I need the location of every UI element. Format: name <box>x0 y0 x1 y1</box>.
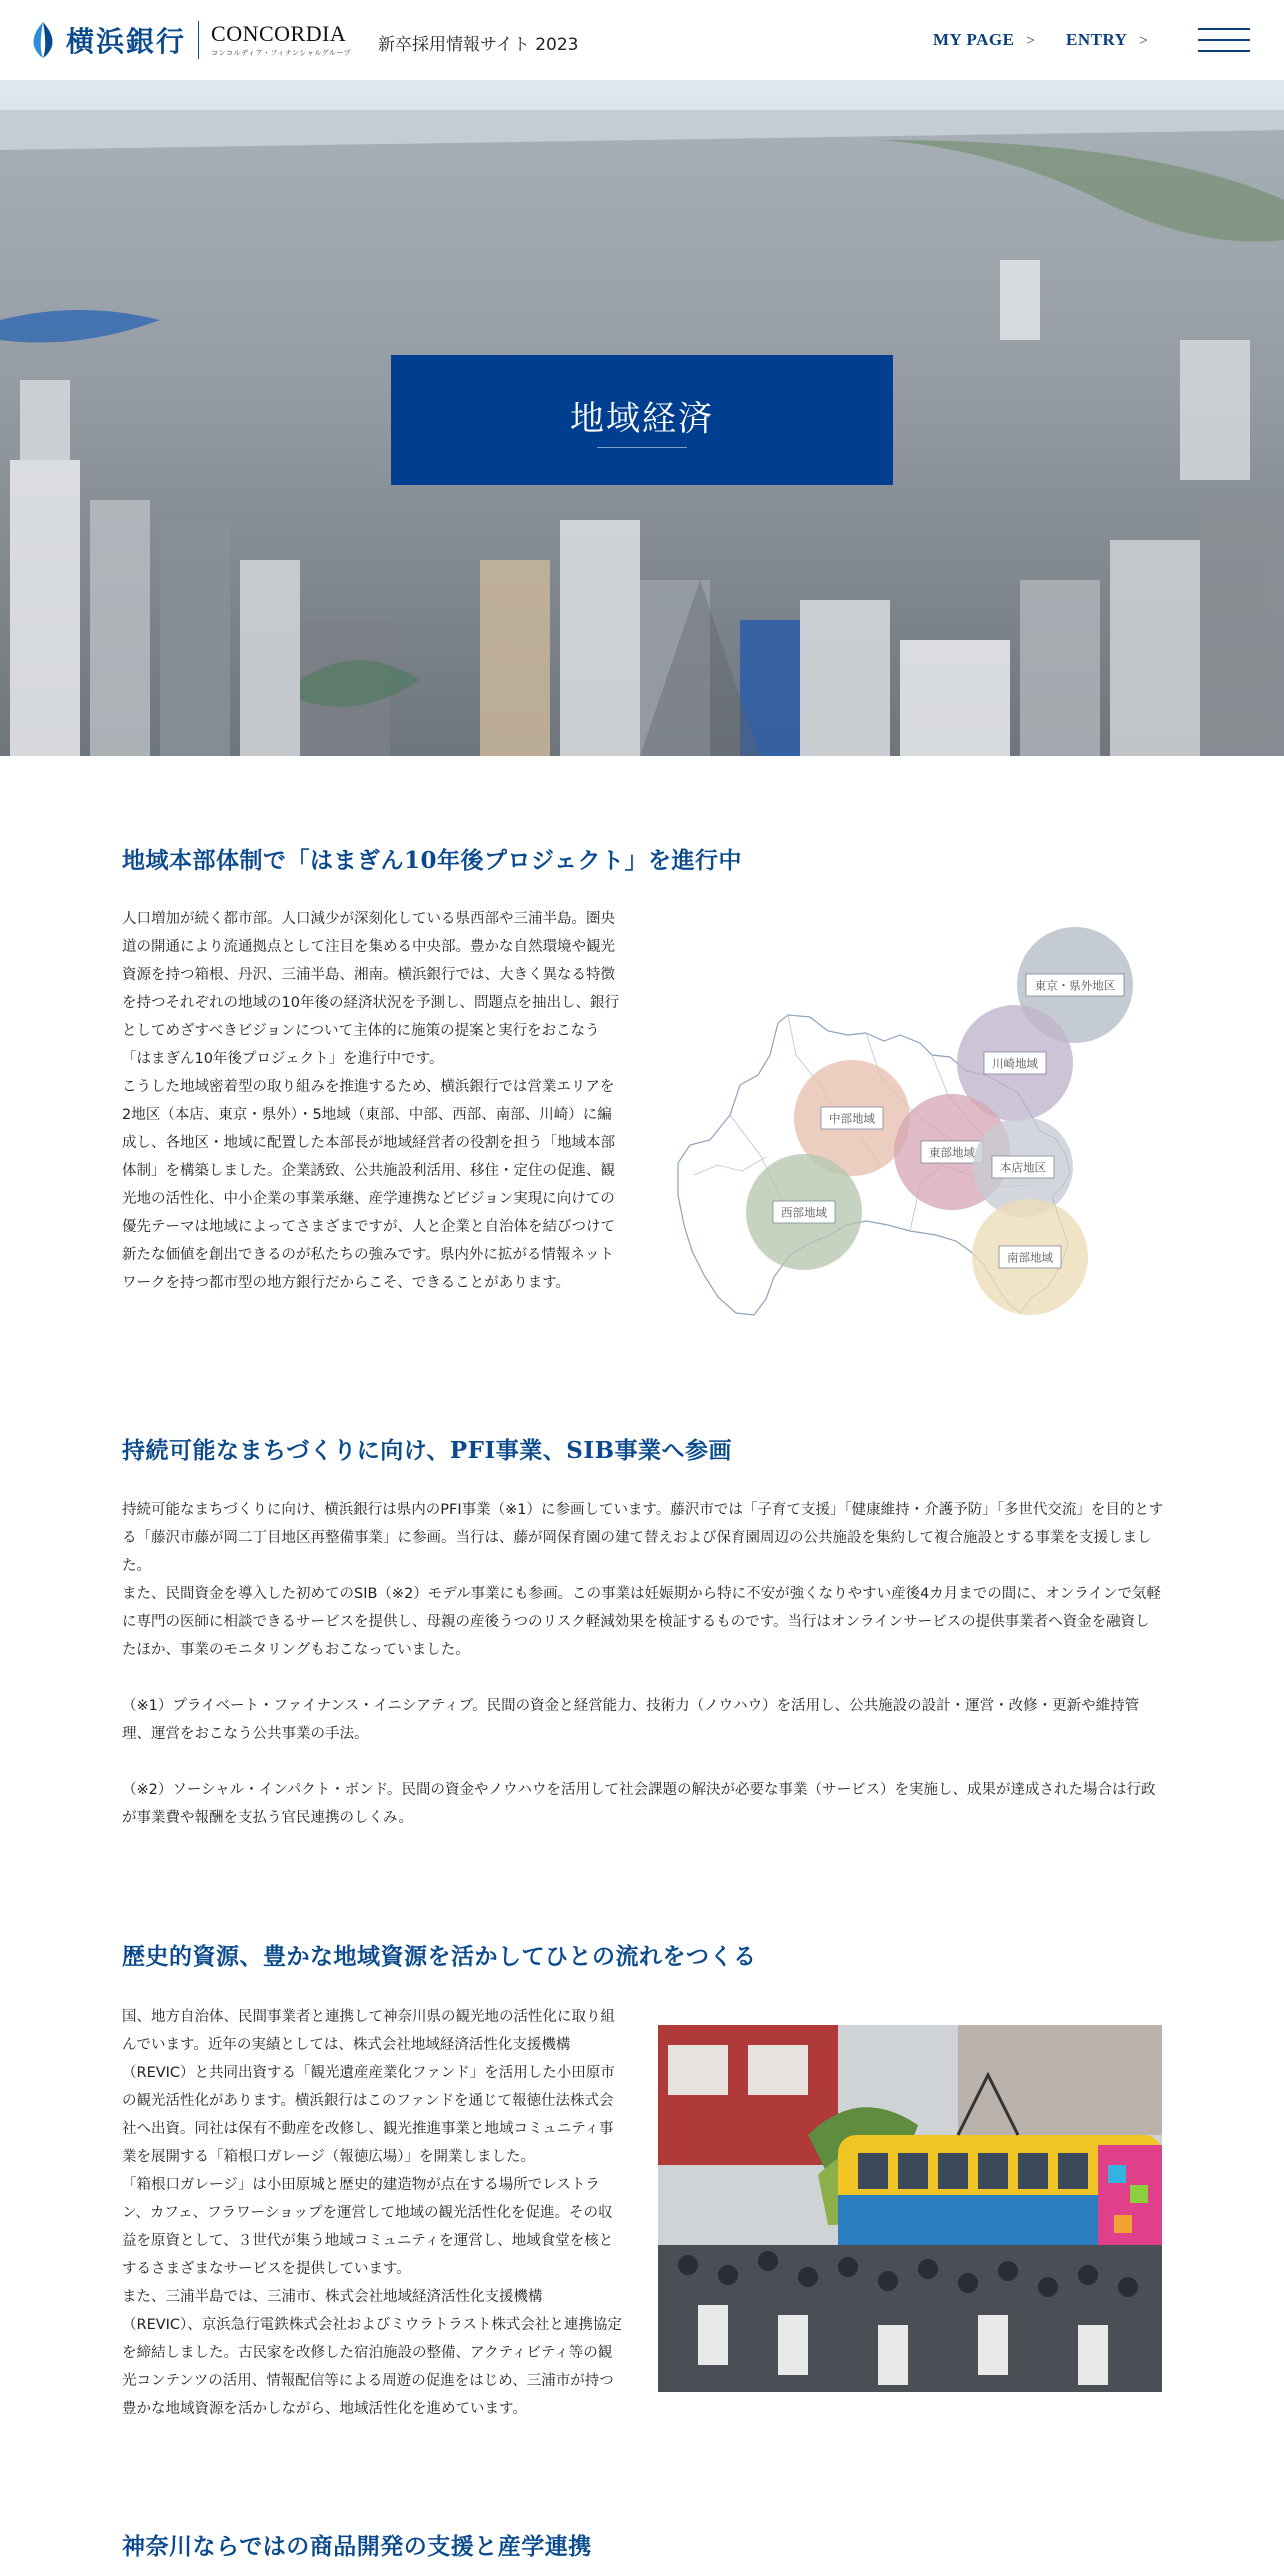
nav-mypage-label: MY PAGE <box>933 30 1015 49</box>
site-title: 新卒採用情報サイト 2023 <box>378 35 579 55</box>
section2-footnote-2: （※2）ソーシャル・インパクト・ボンド。民間の資金やノウハウを活用して社会課題の解決が必要な事業（サービス）を実施し、成果が達成された場合は行政が事業費や報酬を支払う官民連携のしくみ。 <box>122 1782 1156 1826</box>
section3-paragraph: 国、地方自治体、民間事業者と連携して神奈川県の観光地の活性化に取り組んでいます。近年の実績としては、株式会社地域経済活性化支援機構（REVIC）と共同出資する「観光遺産産業化ファンド」を活用した小田原市の観光活性化があります。横浜銀行はこのファンドを通じて報徳仕法株式会社へ出資。同社は保有不動産を改修し、観光推進事業と地域コミュニティ事業を展開する「箱根口ガレージ（報徳広場）」を開業しました。 <box>122 2009 615 2165</box>
section2-paragraph: 持続可能なまちづくりに向け、横浜銀行は県内のPFI事業（※1）に参画しています。藤沢市では「子育て支援」「健康維持・介護予防」「多世代交流」を目的とする「藤沢市藤が岡二丁目地区再整備事業」に参画。当行は、藤が岡保育園の建て替えおよび保育園周辺の公共施設を集約して複合施設とする事業を支援しました。 <box>122 1502 1164 1574</box>
region-label: 本店地区 <box>1000 1160 1046 1175</box>
hero-title: 地域経済 <box>570 399 714 439</box>
hero-title-underline <box>597 447 687 448</box>
section2-body <box>122 1496 1164 1832</box>
section3-paragraph: 「箱根口ガレージ」は小田原城と歴史的建造物が点在する場所でレストラン、カフェ、フラワーショップを運営して地域の観光活性化を促進。その収益を原資として、３世代が集う地域コミュニティを運営し、地域食堂を核とするさまざまなサービスを提供しています。 <box>122 2177 614 2277</box>
section3-title: 歴史的資源、豊かな地域資源を活かしてひとの流れをつくる <box>122 1943 757 1970</box>
section3-body <box>122 2003 622 2423</box>
nav-entry-label: ENTRY <box>1066 30 1128 49</box>
region-label: 東京・県外地区 <box>1034 978 1116 993</box>
region-label: 西部地域 <box>781 1205 827 1220</box>
region-map <box>670 925 1140 1340</box>
section1-paragraph: こうした地域密着型の取り組みを推進するため、横浜銀行では営業エリアを2地区（本店、東京・県外）・5地域（東部、中部、西部、南部、川崎）に編成し、各地区・地域に配置した本部長が地域経営者の役割を担う「地域本部体制」を構築しました。企業誘致、公共施設利活用、移住・定住の促進、観光地の活性化、中小企業の事業承継、産学連携などビジョン実現に向けての優先テーマは地域によってさまざまですが、人と企業と自治体を結びつけて新たな価値を創出できるのが私たちの強みです。県内外に拡がる情報ネットワークを持つ都市型の地方銀行だからこそ、できることがあります。 <box>122 1079 615 1291</box>
region-label: 南部地域 <box>1007 1250 1053 1265</box>
region-marker <box>746 1154 862 1270</box>
site-header <box>0 0 1284 80</box>
section1-title: 地域本部体制で「はまぎん10年後プロジェクト」を進行中 <box>122 847 743 874</box>
section4-title: 神奈川ならではの商品開発の支援と産学連携 <box>122 2533 592 2560</box>
logo-group-sub: コンコルディア・フィナンシャルグループ <box>211 49 352 57</box>
logo-divider <box>198 21 199 59</box>
region-label: 中部地域 <box>829 1111 875 1126</box>
logo[interactable] <box>28 18 351 62</box>
section1-paragraph: 人口増加が続く都市部。人口減少が深刻化している県西部や三浦半島。圏央道の開通により流通拠点として注目を集める中央部。豊かな自然環境や観光資源を持つ箱根、丹沢、三浦半島、湘南。横浜銀行では、大きく異なる特徴を持つそれぞれの地域の10年後の経済状況を予測し、問題点を抽出し、銀行としてめざすべきビジョンについて主体的に施策の提案と実行をおこなう「はまぎん10年後プロジェクト」を進行中です。 <box>122 911 619 1067</box>
logo-group <box>211 22 351 58</box>
chevron-right-icon: > <box>1139 33 1149 49</box>
region-marker <box>972 1199 1088 1315</box>
section1-body <box>122 905 622 1297</box>
hero-banner <box>0 80 1284 756</box>
section2-paragraph: また、民間資金を導入した初めてのSIB（※2）モデル事業にも参画。この事業は妊娠期から特に不安が強くなりやすい産後4カ月までの間に、オンラインで気軽に専門の医師に相談できるサービスを提供し、母親の産後うつのリスク軽減効果を検証するものです。当行はオンラインサービスの提供事業者へ資金を融資したほか、事業のモニタリングもおこなっていました。 <box>122 1586 1161 1658</box>
logo-bank-name: 横浜銀行 <box>66 25 187 58</box>
bank-logo-icon <box>28 20 58 60</box>
section3-paragraph: また、三浦半島では、三浦市、株式会社地域経済活性化支援機構（REVIC）、京浜急行電鉄株式会社およびミウラトラスト株式会社と連携協定を締結しました。古民家を改修した宿泊施設の整備、アクティビティ等の観光コンテンツの活用、情報配信等による周遊の促進をはじめ、三浦市が持つ豊かな地域資源を活かしながら、地域活性化を進めています。 <box>122 2289 622 2417</box>
logo-group-name: CONCORDIA <box>211 21 347 46</box>
nav-entry-link[interactable] <box>1066 30 1148 50</box>
section2-footnote-1: （※1）プライベート・ファイナンス・イニシアティブ。民間の資金と経営能力、技術力（ノウハウ）を活用し、公共施設の設計・運営・改修・更新や維持管理、運営をおこなう公共事業の手法。 <box>122 1698 1140 1742</box>
region-label: 川崎地域 <box>992 1056 1038 1071</box>
section2-title: 持続可能なまちづくりに向け、PFI事業、SIB事業へ参画 <box>122 1437 733 1464</box>
hamburger-menu-icon[interactable] <box>1198 28 1250 52</box>
region-label: 東部地域 <box>929 1145 975 1160</box>
nav-mypage-link[interactable] <box>933 30 1035 50</box>
hero-title-box <box>391 355 893 485</box>
tram-event-photo <box>658 2025 1162 2392</box>
chevron-right-icon: > <box>1026 33 1036 49</box>
